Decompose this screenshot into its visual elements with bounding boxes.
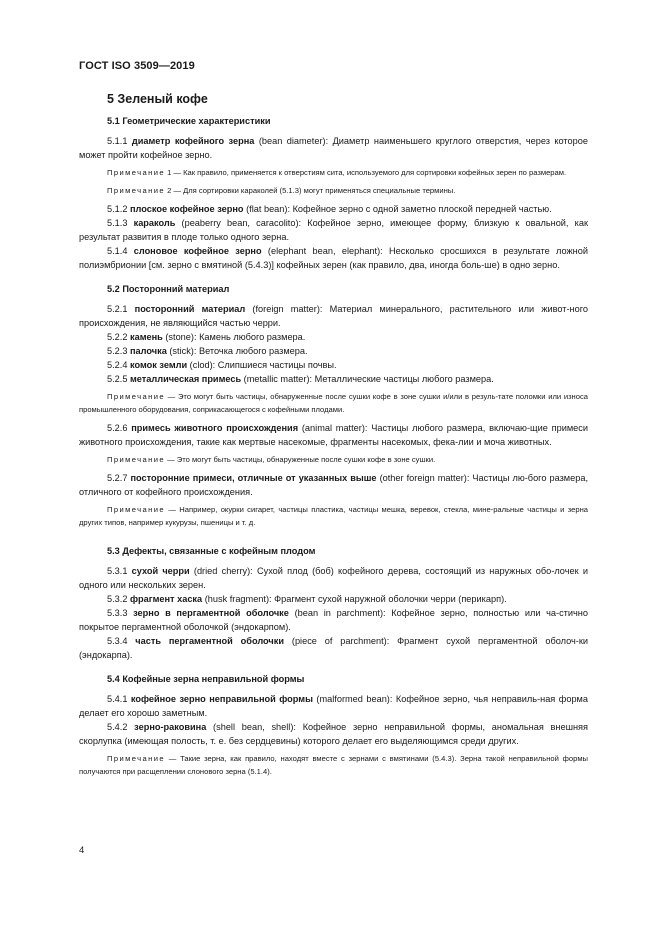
note-5-2-6: Примечание — Это могут быть частицы, обнаруженные после сушки кофе в зоне сушки. — [107, 455, 436, 464]
note-5-2-7: Примечание — Например, окурки сигарет, частицы пластика, частицы мешка, веревок, стекла, мине-ральные частицы и зерна других типов, например кукурузы, пшеницы и т. д. — [79, 505, 588, 527]
note-5-2-5: Примечание — Это могут быть частицы, обнаруженные после сушки кофе в зоне сушки и/или в резуль-тате поломки или износа промышленного оборудования, соприкасающегося с кофейными плодами. — [79, 392, 588, 414]
clause-5-2-1: 5.2.1 посторонний материал (foreign matter): Материал минерального, растительного или живот-ного происхождения, не являющийся частью черри. — [79, 304, 588, 328]
clause-5-4-2: 5.4.2 зерно-раковина (shell bean, shell): Кофейное зерно неправильной формы, аномальная внешняя скорлупка (имеющая полость, т. е. без сердцевины) которого делает его выделяющимся среди других. — [79, 722, 588, 746]
section-5-heading: 5 Зеленый кофе — [107, 92, 208, 106]
section-5-4-heading: 5.4 Кофейные зерна неправильной формы — [107, 674, 305, 684]
section-5-2-heading: 5.2 Посторонний материал — [107, 284, 230, 294]
clause-5-4-1: 5.4.1 кофейное зерно неправильной формы (malformed bean): Кофейное зерно, чья неправиль-ная форма делает его хорошо заметным. — [79, 694, 588, 718]
clause-5-1-2: 5.1.2 плоское кофейное зерно (flat bean): Кофейное зерно с одной заметно плоской передней частью. — [107, 204, 552, 214]
clause-5-3-1: 5.3.1 сухой черри (dried cherry): Сухой плод (боб) кофейного дерева, состоящий из наружных обо-лочек и одного или нескольких зерен. — [79, 566, 588, 590]
clause-5-2-5: 5.2.5 металлическая примесь (metallic matter): Металлические частицы любого размера. — [107, 374, 494, 384]
note-5-4-2: Примечание — Такие зерна, как правило, находят вместе с зернами с вмятинами (5.4.3). Зерна такой неправильной формы получаются при расщеплении слонового зерна (5.1.4). — [79, 754, 588, 776]
clause-5-1-3: 5.1.3 караколь (peaberry bean, caracolito): Кофейное зерно, имеющее форму, близкую к овальной, как результат развития в плоде только одного зерна. — [79, 218, 588, 242]
page-number: 4 — [79, 845, 85, 856]
clause-5-2-3: 5.2.3 палочка (stick): Веточка любого размера. — [107, 346, 308, 356]
clause-5-2-2: 5.2.2 камень (stone): Камень любого размера. — [107, 332, 306, 342]
note-5-1-b: Примечание 2 — Для сортировки караколей (5.1.3) могут применяться специальные термины. — [107, 186, 456, 195]
document-header: ГОСТ ISO 3509—2019 — [79, 60, 195, 72]
section-5-1-heading: 5.1 Геометрические характеристики — [107, 116, 271, 126]
clause-5-3-3: 5.3.3 зерно в пергаментной оболочке (bean in parchment): Кофейное зерно, полностью или ча-стично покрытое пергаментной оболочкой (эндокарпом). — [79, 608, 588, 632]
clause-5-2-7: 5.2.7 посторонние примеси, отличные от указанных выше (other foreign matter): Частицы лю-бого размера, отличного от кофейного происхождения. — [79, 473, 588, 497]
clause-5-3-4: 5.3.4 часть пергаментной оболочки (piece of parchment): Фрагмент сухой пергаментной оболоч-ки (эндокарпа). — [79, 636, 588, 660]
clause-5-2-4: 5.2.4 комок земли (clod): Слипшиеся частицы почвы. — [107, 360, 337, 370]
note-5-1-a: Примечание 1 — Как правило, применяется к отверстиям сита, используемого для сортировки кофейных зерен по размерам. — [107, 168, 567, 177]
clause-5-1-4: 5.1.4 слоновое кофейное зерно (elephant bean, elephant): Несколько сросшихся в результате ложной полиэмбрионии [см. зерно с вмятиной (5.4.3)] кофейных зерен (как правило, два, иногда боль-ше) в одно зерно. — [79, 246, 588, 270]
section-5-3-heading: 5.3 Дефекты, связанные с кофейным плодом — [107, 546, 316, 556]
clause-5-3-2: 5.3.2 фрагмент хаска (husk fragment): Фрагмент сухой наружной оболочки черри (перикарп). — [107, 594, 507, 604]
clause-5-2-6: 5.2.6 примесь животного происхождения (animal matter): Частицы любого размера, включаю-щие примеси животного происхождения, такие как мертвые насекомые, фрагменты насекомых, фека-лии и моча животных. — [79, 423, 588, 447]
document-body — [79, 92, 588, 783]
clause-5-1-1: 5.1.1 диаметр кофейного зерна (bean diameter): Диаметр наименьшего круглого отверстия, через которое может пройти кофейное зерно. — [79, 136, 588, 160]
